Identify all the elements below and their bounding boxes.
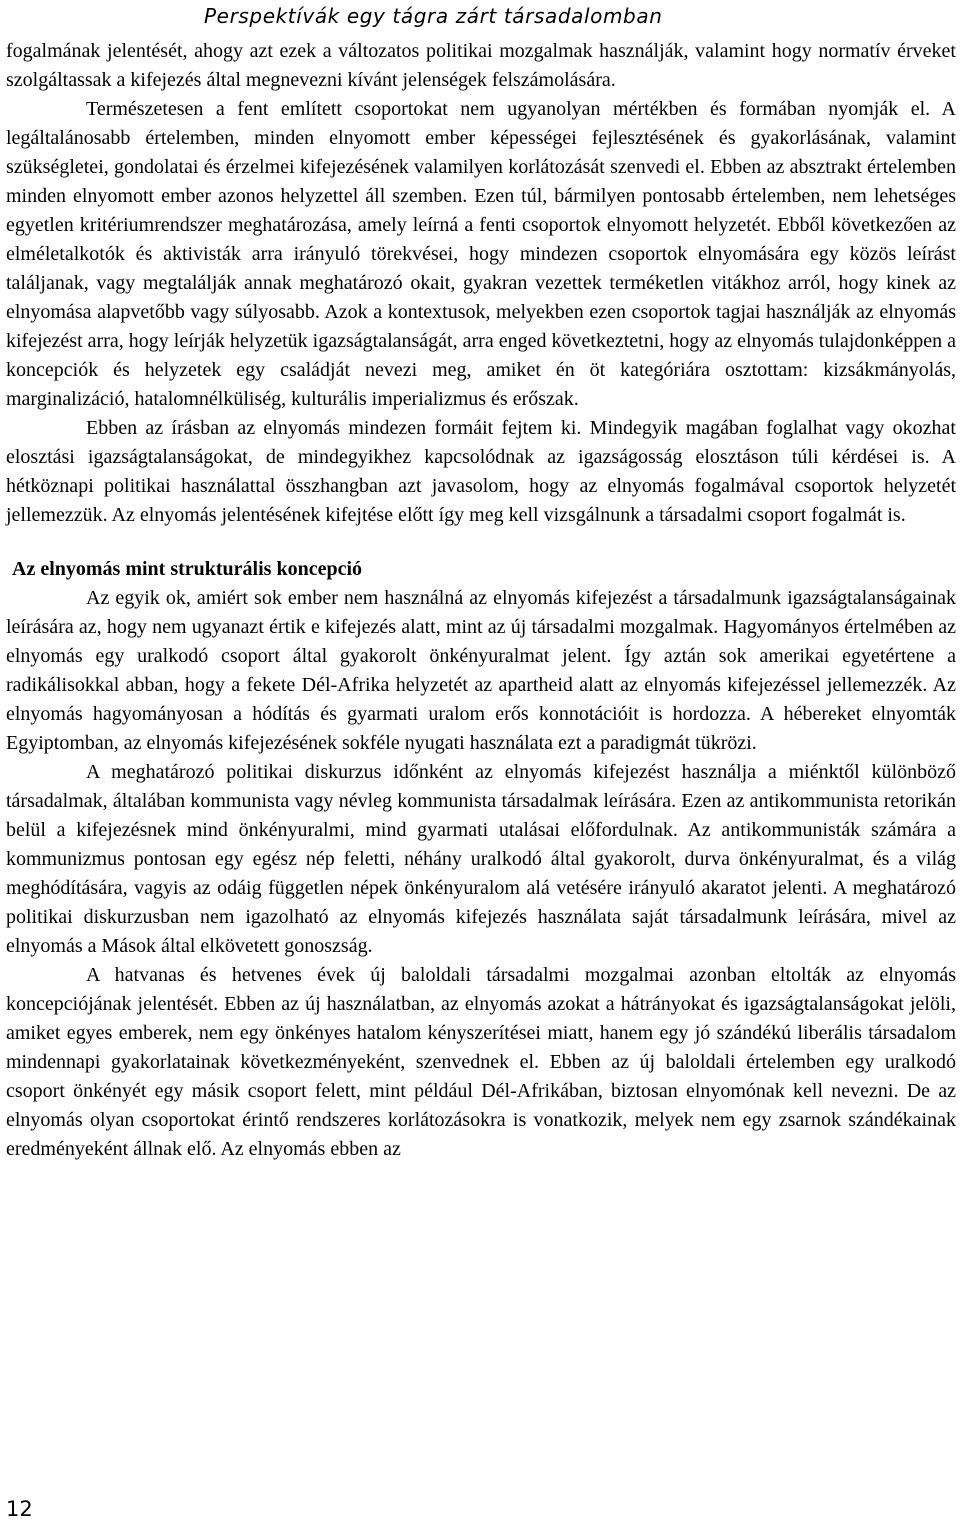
paragraph: Természetesen a fent említett csoportokat nem ugyanolyan mértékben és formában nyomják el. A legáltalánosabb értelemben, minden elnyomott ember képességei fejlesztésének és gyakorlásának, valamint szükségletei, gondolatai és érzelmei kifejezésének valamilyen korlátozását szenvedi el. Ebben az absztrakt értelemben minden elnyomott ember azonos helyzettel áll szemben. Ezen túl, bármilyen pontosabb értelemben, nem lehetséges egyetlen kritériumrendszer meghatározása, amely leírná a fenti csoportok elnyomott helyzetét. Ebből következően az elméletalkotók és aktivisták arra irányuló törekvései, hogy mindezen csoportok elnyomására egy közös leírást találjanak, vagy megtalálják annak meghatározó okait, gyakran vezettek terméketlen vitákhoz arról, hogy kinek az elnyomása alapvetőbb vagy súlyosabb. Azok a kontextusok, melyekben ezen csoportok tagjai használják az elnyomás kifejezést arra, hogy leírják helyzetük igazságtalanságát, arra enged következtetni, hogy az elnyomás tulajdonképpen a koncepciók és helyzetek egy családját nevezi meg, amiket én öt kategóriára osztottam: kizsákmányolás, marginalizáció, hatalomnélküliség, kulturális imperializmus és erőszak. xyxy=(6,98,956,410)
section-heading: Az elnyomás mint strukturális koncepció xyxy=(12,558,362,580)
paragraph: A hatvanas és hetvenes évek új baloldali társadalmi mozgalmai azonban eltolták az elnyomás koncepciójának jelentését. Ebben az új használatban, az elnyomás azokat a hátrányokat és igazságtalanságokat jelöli, amiket egyes emberek, nem egy önkényes hatalom kényszerítései miatt, hanem egy jó szándékú liberális társadalom mindennapi gyakorlatainak következményeként, szenvednek el. Ebben az új baloldali értelemben egy uralkodó csoport önkényét egy másik csoport felett, mint például Dél-Afrikában, biztosan elnyomónak kell nevezni. De az elnyomás olyan csoportokat érintő rendszeres korlátozásokra is vonatkozik, melyek nem egy zsarnok szándékainak eredményeként állnak elő. Az elnyomás ebben az xyxy=(6,964,956,1160)
page-number: 12 xyxy=(6,1497,33,1521)
paragraph: Az egyik ok, amiért sok ember nem használná az elnyomás kifejezést a társadalmunk igazságtalanságainak leírására az, hogy nem ugyanazt értik e kifejezés alatt, mint az új társadalmi mozgalmak. Hagyományos értelmében az elnyomás egy uralkodó csoport által gyakorolt önkényuralmat jelent. Így aztán sok amerikai egyetértene a radikálisokkal abban, hogy a fekete Dél-Afrika helyzetét az apartheid alatt az elnyomás kifejezéssel jellemezzék. Az elnyomás hagyományosan a hódítás és gyarmati uralom erős konnotációit is hordozza. A hébereket elnyomták Egyiptomban, az elnyomás kifejezésének sokféle nyugati használata ezt a paradigmát tükrözi. xyxy=(6,587,956,754)
body-text xyxy=(6,37,956,1164)
paragraph-continuation: fogalmának jelentését, ahogy azt ezek a változatos politikai mozgalmak használják, valamint hogy normatív érveket szolgáltassak a kifejezés által megnevezni kívánt jelenségek felszámolására. xyxy=(6,40,956,91)
running-header: Perspektívák egy tágra zárt társadalomban xyxy=(204,4,663,28)
paragraph: Ebben az írásban az elnyomás mindezen formáit fejtem ki. Mindegyik magában foglalhat vagy okozhat elosztási igazságtalanságokat, de mindegyikhez kapcsolódnak az igazságosság elosztáson túli kérdései is. A hétköznapi politikai használattal összhangban azt javasolom, hogy az elnyomás fogalmával csoportok helyzetét jellemezzük. Az elnyomás jelentésének kifejtése előtt így meg kell vizsgálnunk a társadalmi csoport fogalmát is. xyxy=(6,417,956,526)
paragraph: A meghatározó politikai diskurzus időnként az elnyomás kifejezést használja a miénktől különböző társadalmak, általában kommunista vagy névleg kommunista társadalmak leírására. Ezen az antikommunista retorikán belül a kifejezésnek mind önkényuralmi, mind gyarmati utalásai előfordulnak. Az antikommunisták számára a kommunizmus pontosan egy egész nép feletti, néhány uralkodó által gyakorolt, durva önkényuralmat, és a világ meghódítására, vagyis az odáig független népek önkényuralom alá vetésére irányuló akaratot jelenti. A meghatározó politikai diskurzusban nem igazolható az elnyomás kifejezés használata saját társadalmunk leírására, mivel az elnyomás a Mások által elkövetett gonoszság. xyxy=(6,761,956,957)
